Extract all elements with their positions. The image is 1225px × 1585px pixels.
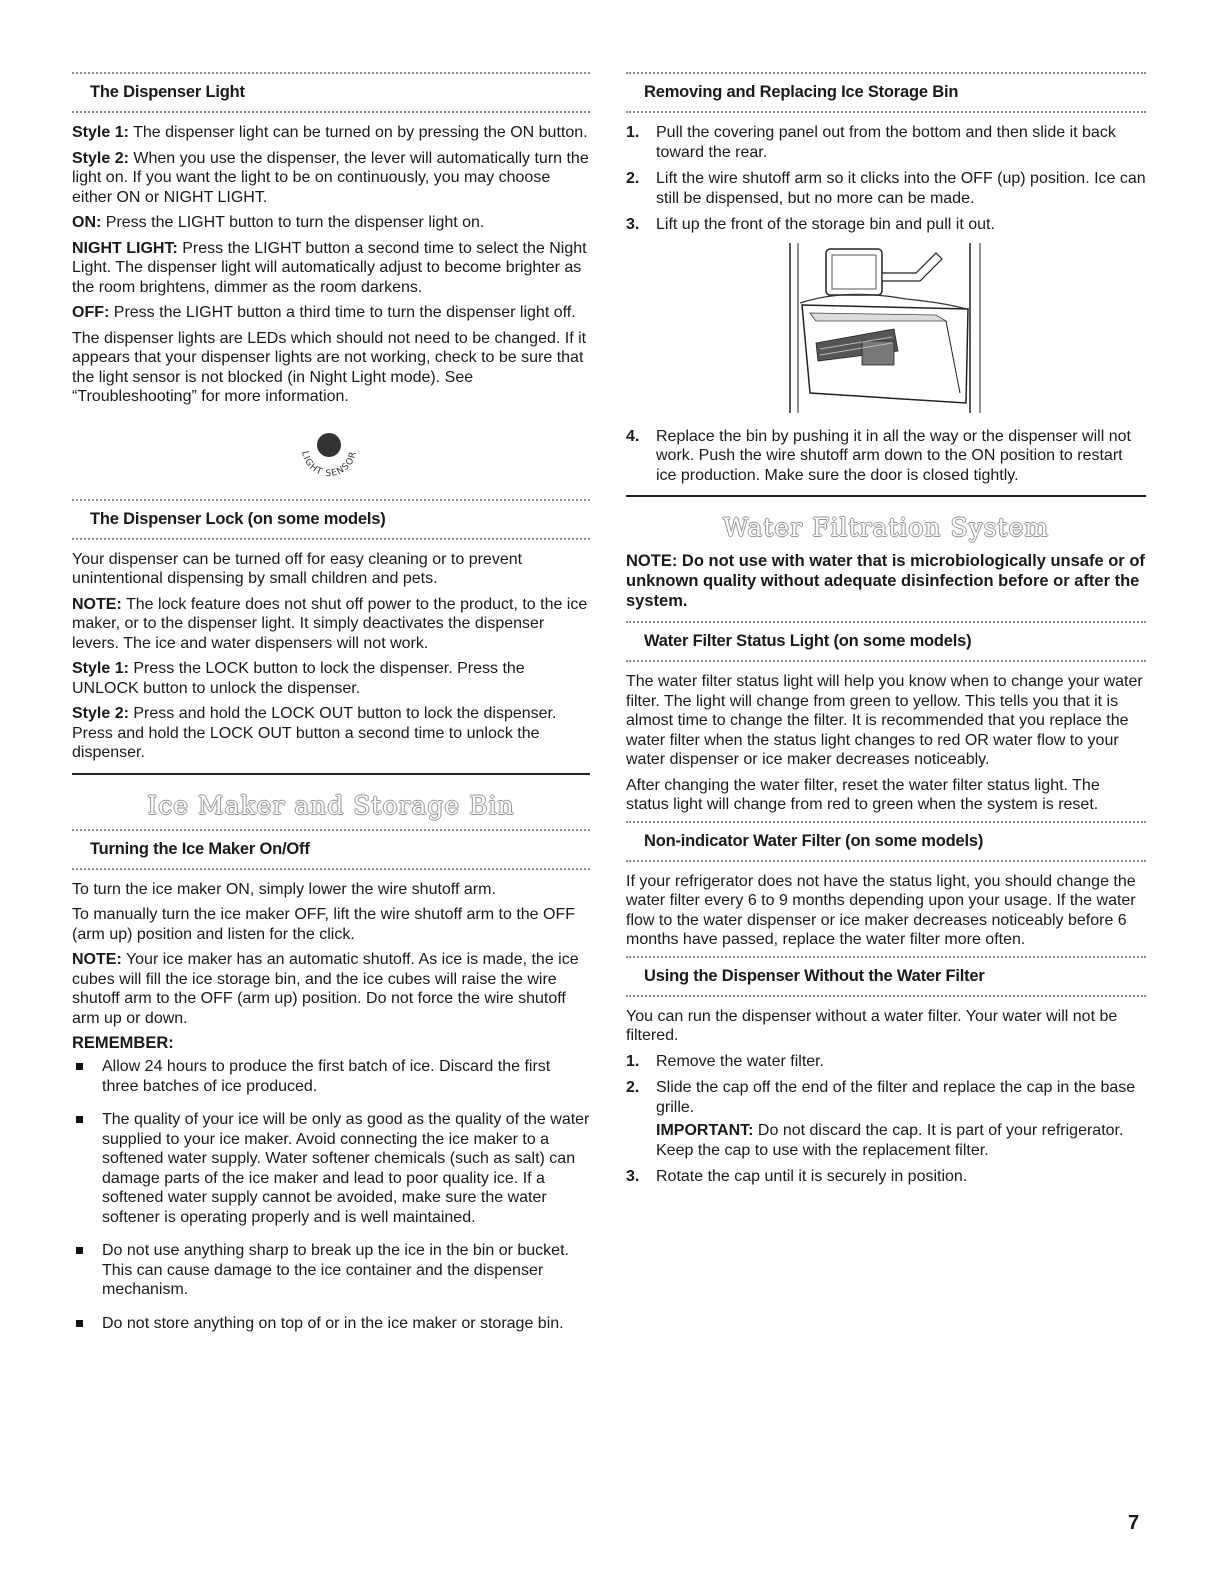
dotted-rule — [626, 995, 1146, 997]
steps-list — [626, 1052, 1146, 1187]
lead-label: ON: — [72, 214, 102, 231]
body-text: Press the LOCK button to lock the dispenser. Press the UNLOCK button to unlock the dispenser. — [72, 660, 525, 697]
list-item: Do not use anything sharp to break up the ice in the bin or bucket. This can cause damage to the ice container and the dispenser mechanism. — [72, 1241, 590, 1300]
paragraph: The dispenser lights are LEDs which should not need to be changed. If it appears that your dispenser lights are not working, check to be sure that the light sensor is not blocked (in Night Light mode). See “Troubleshooting” for more information. — [72, 329, 587, 405]
light-sensor-logo-text: LIGHT SENSOR — [299, 449, 360, 479]
step-text: Lift the wire shutoff arm so it clicks into the OFF (up) position. Ice can still be dispensed, but no more can be made. — [656, 170, 1146, 207]
subheading: Non-indicator Water Filter (on some models) — [644, 831, 984, 850]
section-title: Water Filtration System — [722, 513, 1050, 542]
subheading-block — [72, 72, 590, 113]
step-number: 3. — [626, 216, 640, 233]
step-number: 1. — [626, 124, 640, 141]
section-title-block — [72, 773, 590, 829]
dotted-rule — [626, 860, 1146, 862]
paragraph — [72, 123, 590, 143]
paragraph: Your dispenser can be turned off for easy cleaning or to prevent unintentional dispensing by small children and pets. — [72, 550, 523, 587]
non-indicator-section — [626, 821, 1146, 950]
subheading: The Dispenser Light — [90, 83, 245, 101]
body-text: Your ice maker has an automatic shutoff. As ice is made, the ice cubes will fill the ice storage bin, and the ice cubes will raise the wire shutoff arm to the OFF (arm up) position. Do not force the wire shutoff arm up or down. — [72, 951, 579, 1027]
section-title-block — [626, 495, 1146, 551]
body-text: Press the LIGHT button a second time to select the Night Light. The dispenser light will automatically adjust to become brighter as the room brightens, dimmer as the room darkens. — [72, 239, 587, 296]
storage-bin-section — [626, 72, 1146, 485]
subheading-block — [626, 621, 1146, 662]
status-light-section — [626, 621, 1146, 815]
step-text: Slide the cap off the end of the filter and replace the cap in the base grille. — [656, 1079, 1136, 1116]
dotted-rule — [626, 660, 1146, 662]
lead-label: Style 1: — [72, 660, 129, 677]
ice-bin-illustration-area — [626, 243, 1146, 415]
body-text: Press the LIGHT button a third time to turn the dispenser light off. — [113, 304, 576, 321]
step-text: Remove the water filter. — [656, 1052, 825, 1070]
subheading-block — [626, 72, 1146, 113]
subheading: Removing and Replacing Ice Storage Bin — [644, 83, 959, 101]
lead-label: Style 2: — [72, 705, 129, 722]
list-item — [626, 215, 1146, 235]
body-text: Press the LIGHT button to turn the dispenser light on. — [105, 214, 485, 231]
subheading-block — [626, 956, 1146, 997]
step-text: Rotate the cap until it is securely in position. — [656, 1168, 968, 1185]
lead-label: OFF: — [72, 304, 110, 321]
list-item — [626, 1052, 1146, 1072]
dotted-rule — [72, 111, 590, 113]
dispenser-lock-section — [72, 499, 590, 763]
light-sensor-logo-area — [72, 413, 590, 499]
subheading-block — [626, 821, 1146, 862]
step-text: Pull the covering panel out from the bottom and then slide it back toward the rear. — [656, 124, 1116, 161]
body-text: The dispenser light can be turned on by pressing the ON button. — [133, 124, 588, 141]
subheading: Turning the Ice Maker On/Off — [90, 839, 310, 858]
paragraph: After changing the water filter, reset the water filter status light. The status light will change from red to green when the system is reset. — [626, 776, 1100, 813]
subheading: The Dispenser Lock (on some models) — [90, 509, 386, 528]
safety-note: NOTE: Do not use with water that is microbiologically unsafe or of unknown quality without adequate disinfection before or after the system. — [626, 552, 1145, 610]
paragraph — [72, 149, 590, 208]
dotted-rule — [72, 538, 590, 540]
list-item — [626, 427, 1146, 486]
list-item — [626, 169, 1146, 208]
lead-label: NIGHT LIGHT: — [72, 239, 178, 257]
lead-label: Style 2: — [72, 149, 129, 167]
step-text: Replace the bin by pushing it in all the way or the dispenser will not work. Push the wire shutoff arm down to the ON position to restart ice production. Make sure the door is closed tightly. — [656, 427, 1131, 484]
body-text: When you use the dispenser, the lever will automatically turn the light on. If you want the light to be on continuously, you may choose either ON or NIGHT LIGHT. — [72, 149, 589, 206]
body-text: Do not discard the cap. It is part of your refrigerator. Keep the cap to use with the replacement filter. — [656, 1122, 1124, 1159]
ice-bin-illustration — [786, 243, 986, 413]
subheading-block — [72, 499, 590, 540]
list-item — [626, 1078, 1146, 1160]
section-title: Ice Maker and Storage Bin — [147, 790, 515, 820]
paragraph: If your refrigerator does not have the status light, you should change the water filter every 6 to 9 months depending upon your usage. If the water flow to the water dispenser or ice maker decreases noticeably before 6 months have passed, replace the water filter more often. — [626, 872, 1136, 948]
step-text: Lift up the front of the storage bin and pull it out. — [656, 216, 995, 233]
paragraph — [72, 239, 590, 298]
paragraph — [72, 950, 590, 1028]
dotted-rule — [72, 868, 590, 870]
step-number: 1. — [626, 1052, 640, 1070]
list-item: Allow 24 hours to produce the first batch of ice. Discard the first three batches of ice produced. — [72, 1057, 590, 1096]
list-item: The quality of your ice will be only as good as the quality of the water supplied to your ice maker. Avoid connecting the ice maker to a softened water supply. Water softener chemicals (such as salt) can damage parts of the ice maker and lead to poor quality ice. If a softened water supply cannot be avoided, make sure the water softener is operating properly and is well maintained. — [72, 1110, 590, 1227]
steps-list — [626, 427, 1146, 486]
ice-maker-section — [72, 829, 590, 1334]
paragraph: The water filter status light will help you know when to change your water filter. The light will change from green to yellow. This tells you that it is almost time to change the filter. It is recommended that you replace the water filter when the status light changes to red OR water flow to your water dispenser or ice maker decreases noticeably. — [626, 673, 1143, 768]
step-number: 4. — [626, 427, 640, 445]
body-text: The lock feature does not shut off power to the product, to the ice maker, or to the dispenser light. It simply deactivates the dispenser levers. The ice and water dispensers will not work. — [72, 595, 588, 652]
left-column — [72, 72, 590, 1347]
body-text: Press and hold the LOCK OUT button to lock the dispenser. Press and hold the LOCK OUT button a second time to unlock the dispenser. — [72, 705, 557, 761]
paragraph — [72, 213, 590, 233]
page-number: 7 — [1128, 1512, 1140, 1534]
step-number: 2. — [626, 1079, 640, 1096]
paragraph — [72, 704, 590, 763]
step-number: 3. — [626, 1168, 640, 1185]
steps-list — [626, 123, 1146, 235]
lead-label: IMPORTANT: — [656, 1122, 754, 1139]
remember-label: REMEMBER: — [72, 1034, 174, 1052]
lead-label: NOTE: — [72, 951, 122, 968]
subheading: Using the Dispenser Without the Water Filter — [644, 966, 985, 985]
paragraph: You can run the dispenser without a water filter. Your water will not be filtered. — [626, 1007, 1118, 1044]
list-item: Do not store anything on top of or in the ice maker or storage bin. — [72, 1314, 590, 1334]
important-note — [656, 1121, 1146, 1160]
lead-label: Style 1: — [72, 124, 129, 141]
dotted-rule — [626, 111, 1146, 113]
subheading-block — [72, 829, 590, 870]
paragraph — [72, 303, 590, 323]
paragraph — [72, 595, 590, 654]
dispenser-light-section — [72, 72, 590, 499]
paragraph: To manually turn the ice maker OFF, lift the wire shutoff arm to the OFF (arm up) position and listen for the click. — [72, 906, 575, 943]
step-number: 2. — [626, 170, 640, 187]
lead-label: NOTE: — [72, 595, 122, 613]
subheading: Water Filter Status Light (on some models) — [644, 632, 972, 650]
without-filter-section — [626, 956, 1146, 1187]
light-sensor-icon — [294, 427, 364, 487]
paragraph — [72, 659, 590, 698]
paragraph: To turn the ice maker ON, simply lower the wire shutoff arm. — [72, 880, 496, 898]
right-column — [626, 72, 1146, 1194]
remember-list — [72, 1057, 590, 1333]
list-item — [626, 1167, 1146, 1187]
list-item — [626, 123, 1146, 162]
